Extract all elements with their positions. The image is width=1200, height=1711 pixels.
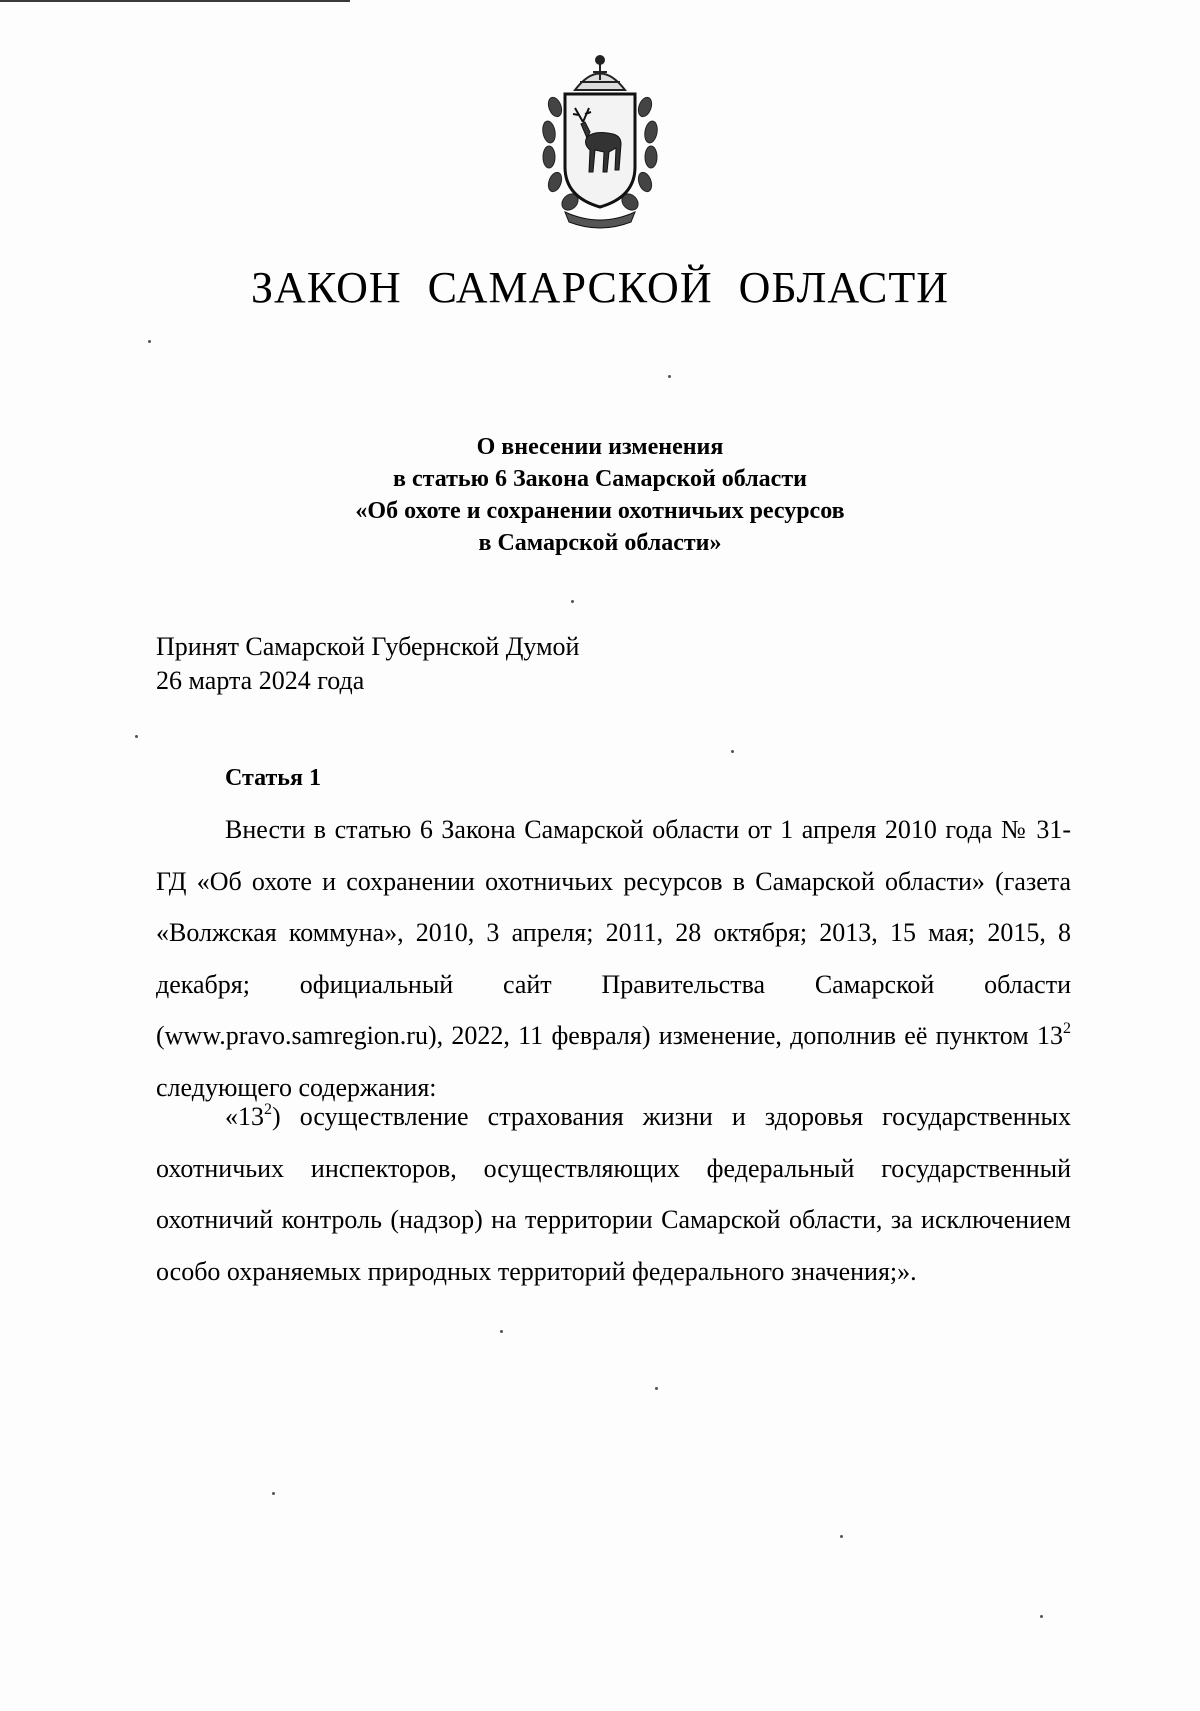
superscript: 2 xyxy=(264,1101,272,1118)
adopted-date: 26 марта 2024 года xyxy=(156,666,365,695)
article-paragraph xyxy=(156,804,1071,1113)
law-title: ЗАКОН САМАРСКОЙ ОБЛАСТИ xyxy=(251,263,949,312)
scan-speck xyxy=(272,1492,275,1495)
paragraph-text: Внести в статью 6 Закона Самарской области от 1 апреля 2010 года № 31-ГД «Об охоте и сохранении охотничьих ресурсов в Самарской области» (газета «Волжская коммуна», 2010, 3 апреля; 2011, 28 октября; 2013, 15 мая; 2015, 8 декабря; официальный сайт Правительства Самарской области (www.pravo.samregion.ru), 2022, 11 февраля) изменение, дополнив её пунктом 13 xyxy=(156,815,1071,1050)
subject-line: в статью 6 Закона Самарской области xyxy=(393,466,807,492)
subject-line: в Самарской области» xyxy=(478,530,722,556)
scan-speck xyxy=(1040,1615,1043,1618)
article-heading: Статья 1 xyxy=(225,765,321,791)
paragraph-text: ) осуществление страхования жизни и здоровья государственных охотничьих инспекторов, осуществляющих федеральный государственный охотничий контроль (надзор) на территории Самарской области, за исключением особо охраняемых природных территорий федерального значения;». xyxy=(156,1102,1071,1286)
adoption-info xyxy=(156,630,579,698)
scan-speck xyxy=(148,340,151,343)
scan-speck xyxy=(135,735,138,738)
scan-speck xyxy=(731,750,734,753)
samara-coat-of-arms-icon xyxy=(535,52,665,232)
adopted-by: Принят Самарской Губернской Думой xyxy=(156,632,580,661)
scan-speck xyxy=(668,375,671,378)
paragraph-text: следующего содержания: xyxy=(156,1072,437,1102)
scan-speck xyxy=(500,1330,503,1333)
subject-line: О внесении изменения xyxy=(476,434,724,460)
law-subject xyxy=(0,431,1200,559)
superscript: 2 xyxy=(1063,1020,1071,1037)
scan-speck xyxy=(655,1387,658,1390)
paragraph-text: «13 xyxy=(225,1102,264,1131)
scan-edge-line xyxy=(0,0,350,2)
scan-speck xyxy=(840,1535,843,1538)
subject-line: «Об охоте и сохранении охотничьих ресурсов xyxy=(355,498,845,524)
article-paragraph xyxy=(156,1091,1071,1297)
scan-speck xyxy=(571,600,574,603)
